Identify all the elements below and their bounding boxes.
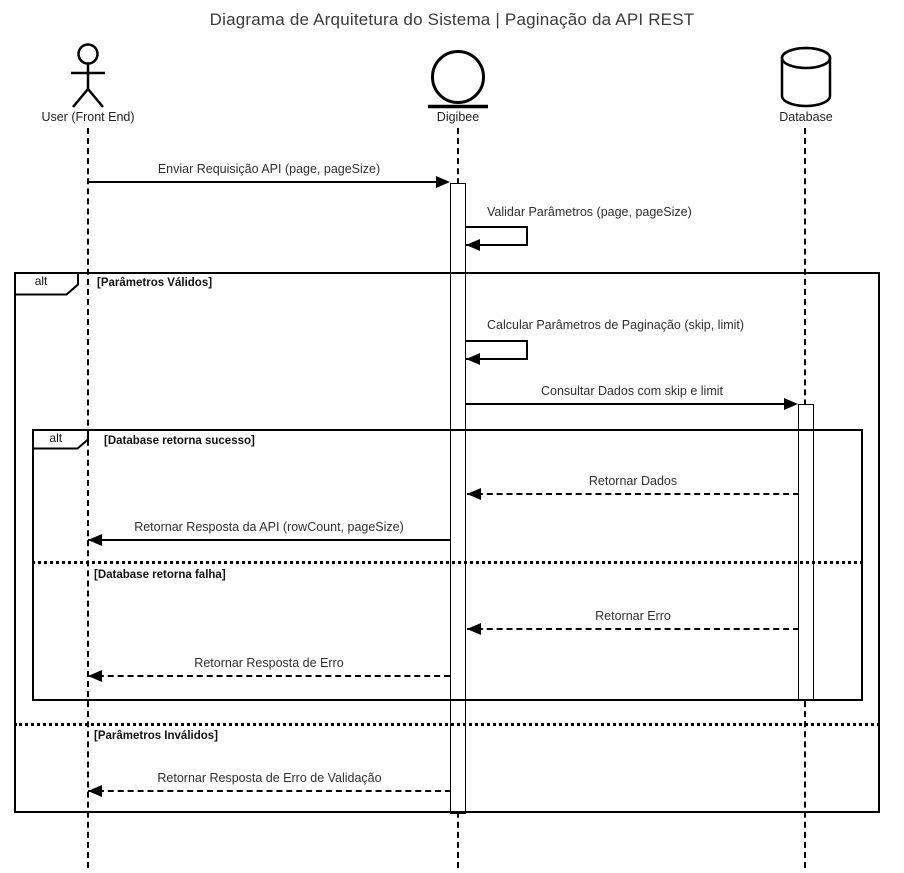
guard-parametros-validos: [Parâmetros Válidos] [97,277,213,289]
message-line [88,790,451,792]
guard-parametros-invalidos: [Parâmetros Inválidos] [94,730,218,742]
message-line [467,628,799,630]
participant-label-database: Database [779,110,833,124]
alt-operator-tab-inner [32,429,90,450]
arrowhead-left-icon [466,353,480,365]
self-message-out-line [466,226,528,228]
alt-operator-label-outer: alt [34,274,48,288]
database-icon [780,46,832,108]
message-label: Retornar Resposta de Erro de Validação [157,771,382,785]
guard-database-sucesso: [Database retorna sucesso] [104,435,255,447]
arrowhead-right-icon [784,398,798,410]
message-label: Retornar Erro [595,609,671,623]
message-label: Retornar Resposta da API (rowCount, pageSize) [134,520,404,534]
entity-icon [426,48,490,110]
guard-database-falha: [Database retorna falha] [94,569,226,581]
message-label: Retornar Resposta de Erro [194,656,344,670]
actor-icon [66,42,110,112]
diagram-title: Diagrama de Arquitetura do Sistema | Paginação da API REST [209,10,695,29]
message-label: Retornar Dados [588,474,678,488]
self-message-side-line [526,226,528,246]
message-label: Calcular Parâmetros de Paginação (skip, limit) [487,318,745,332]
alt-divider-outer [14,723,880,726]
arrowhead-left-icon [88,670,102,682]
arrowhead-left-icon [467,488,481,500]
alt-operator-tab-outer [14,272,80,296]
message-line [88,181,448,183]
message-label: Validar Parâmetros (page, pageSize) [487,205,692,219]
arrowhead-left-icon [88,534,102,546]
message-label: Consultar Dados com skip e limit [540,384,723,398]
message-line [466,403,796,405]
self-message-side-line [526,340,528,360]
arrowhead-left-icon [88,785,102,797]
participant-label-user: User (Front End) [41,110,135,124]
arrowhead-right-icon [436,176,450,188]
arrowhead-left-icon [467,623,481,635]
message-label: Enviar Requisição API (page, pageSize) [157,162,381,176]
alt-divider-inner [32,561,863,564]
arrowhead-left-icon [466,239,480,251]
self-message-out-line [466,340,528,342]
message-line [88,539,450,541]
message-line [88,675,450,677]
message-line [467,493,799,495]
participant-label-digibee: Digibee [436,110,480,124]
alt-operator-label-inner: alt [49,431,63,445]
